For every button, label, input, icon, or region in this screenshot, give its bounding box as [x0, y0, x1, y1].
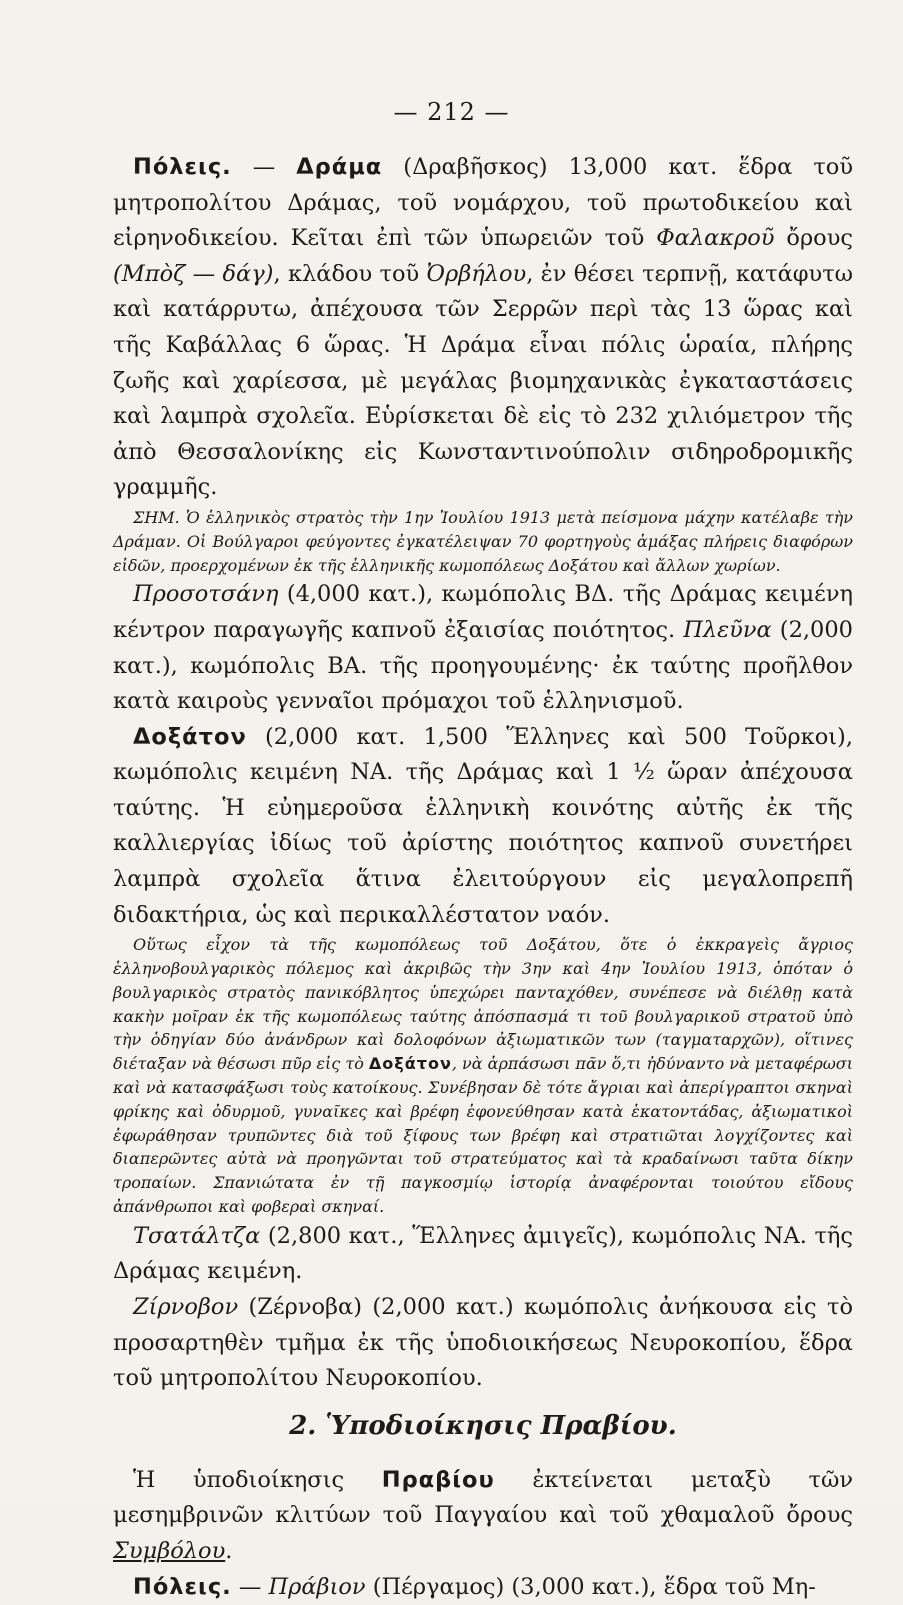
paragraph-tsataltza: Τσατάλτζα (2,800 κατ., Ἕλληνες ἀμιγεῖς), κωμόπολις ΝΑ. τῆς Δράμας κειμένη.: [113, 1222, 853, 1285]
paragraph-zirnovon: Ζίρνοβον (Ζέρνοβα) (2,000 κατ.) κωμόπολις ἀνήκουσα εἰς τὸ προσαρτηθὲν τμῆμα ἐκ τῆς ὑποδιοικήσεως Νευροκοπίου, ἕδρα τοῦ μητροπολίτου Νευροκοπίου.: [113, 1294, 853, 1392]
place-name: Προσοτσάνη: [133, 581, 279, 608]
place-name: Πράβιον: [268, 1573, 366, 1600]
place-name: Πλεῦνα: [683, 616, 772, 643]
note-drama: ΣΗΜ. Ὁ ἑλληνικὸς στρατὸς τὴν 1ην Ἰουλίου 1913 μετὰ πείσμονα μάχην κατέλαβε τὴν Δράμαν. Οἱ Βούλγαροι φεύγοντες ἐγκατέλειψαν 70 φορτηγοὺς ἁμάξας πλήρεις διαφόρων εἰδῶν, προερχομένων ἐκ τῆς ἑλληνικῆς κωμοπόλεως Δοξάτου καὶ ἄλλων χωρίων.: [113, 507, 853, 575]
section-lead: Πόλεις.: [133, 154, 232, 180]
paragraph-pravion: Πόλεις. — Πράβιον (Πέργαμος) (3,000 κατ.), ἕδρα τοῦ Μη-: [133, 1573, 816, 1600]
place-name: Δοξάτον: [133, 723, 247, 750]
paragraph-prosotsani: Προσοτσάνη (4,000 κατ.), κωμόπολις ΒΔ. τῆς Δράμας κειμένη κέντρον παραγωγῆς καπνοῦ ἐξαισίας ποιότητος. Πλεῦνα (2,000 κατ.), κωμόπολις ΒΑ. τῆς προηγουμένης· ἐκ ταύτης προῆλθον κατὰ καιροὺς γενναῖοι πρόμαχοι τοῦ ἑλληνισμοῦ.: [113, 581, 853, 715]
page-body: [113, 150, 853, 1605]
note-doxaton: Οὕτως εἶχον τὰ τῆς κωμοπόλεως τοῦ Δοξάτου, ὅτε ὁ ἐκκραγεὶς ἄγριος ἑλληνοβουλγαρικὸς πόλεμος καὶ ἀκριβῶς τὴν 3ην καὶ 4ην Ἰουλίου 1913, ὁπόταν ὁ βουλγαρικὸς στρατὸς πανικόβλητος ὑπεχώρει πανταχόθεν, συνέπεσε νὰ διέλθῃ κατὰ κακὴν μοῖραν ἐκ τῆς κωμοπόλεως ταύτης ἀπόσπασμά τι τοῦ βουλγαρικοῦ στρατοῦ ὑπὸ τὴν ὁδηγίαν δύο ἀνάνδρων καὶ δολοφόνων ἀξιωματικῶν των (ταγματαρχῶν), οἵτινες διέταξαν νὰ θέσωσι πῦρ εἰς τὸ Δοξάτον, νὰ ἁρπάσωσι πᾶν ὅ,τι ἠδύναντο νὰ μεταφέρωσι καὶ νὰ κατασφάξωσι τοὺς κατοίκους. Συνέβησαν δὲ τότε ἄγριαι καὶ ἀπερίγραπτοι σκηναὶ φρίκης καὶ ὀδυρμοῦ, γυναῖκες καὶ βρέφη ἐφονεύθησαν κατὰ ἑκατοντάδας, ἀξιωματικοὶ ἐφωράθησαν τρυπῶντες διὰ τοῦ ξίφους των βρέφη καὶ στρατιῶται λογχίζοντες καὶ διαπερῶντες αὐτὰ νὰ προηγῶνται τοῦ στρατεύματος καὶ τὰ κραδαίνωσι ταῦτα δίκην τροπαίων. Σπανιώτατα ἐν τῇ παγκοσμίῳ ἱστορίᾳ ἀναφέρονται τοιούτου εἴδους ἀπάνθρωποι καὶ φοβεραὶ σκηναί.: [113, 935, 853, 1217]
page-number: — 212 —: [393, 98, 510, 126]
place-name: Δράμα: [296, 154, 383, 180]
section-heading: 2. Ὑποδιοίκησις Πραβίου.: [289, 1410, 677, 1441]
paragraph-drama: Πόλεις. — Δράμα (Δραβῆσκος) 13,000 κατ. ἕδρα τοῦ μητροπολίτου Δράμας, τοῦ νομάρχου, τοῦ πρωτοδικείου καὶ εἰρηνοδικείου. Κεῖται ἐπὶ τῶν ὑπωρειῶν τοῦ Φαλακροῦ ὄρους (Μπὸζ — δάγ), κλάδου τοῦ Ὀρβήλου, ἐν θέσει τερπνῇ, κατάφυτω καὶ κατάρρυτω, ἀπέχουσα τῶν Σερρῶν περὶ τὰς 13 ὥρας καὶ τῆς Καβάλλας 6 ὥρας. Ἡ Δράμα εἶναι πόλις ὡραία, πλήρης ζωῆς καὶ χαρίεσσα, μὲ μεγάλας βιομηχανικὰς ἐγκαταστάσεις καὶ λαμπρὰ σχολεῖα. Εὑρίσκεται δὲ εἰς τὸ 232 χιλιόμετρον τῆς ἀπὸ Θεσσαλονίκης εἰς Κωνσταντινούπολιν σιδηροδρομικῆς γραμμῆς.: [113, 154, 853, 501]
place-name: Τσατάλτζα: [133, 1222, 261, 1249]
paragraph-pravion-intro: Ἡ ὑποδιοίκησις Πραβίου ἐκτείνεται μεταξὺ τῶν μεσημβρινῶν κλιτύων τοῦ Παγγαίου καὶ τοῦ χθαμαλοῦ ὄρους Συμβόλου.: [113, 1466, 854, 1564]
place-name: Ζίρνοβον: [133, 1294, 239, 1321]
section-lead: Πόλεις.: [133, 1573, 232, 1600]
paragraph-doxaton: Δοξάτον (2,000 κατ. 1,500 Ἕλληνες καὶ 500 Τοῦρκοι), κωμόπολις κειμένη ΝΑ. τῆς Δράμας καὶ 1 ½ ὥραν ἀπέχουσα ταύτης. Ἡ εὐημεροῦσα ἑλληνικὴ κοινότης αὐτῆς ἐκ τῆς καλλιεργίας ἰδίως τοῦ ἀρίστης ποιότητος καπνοῦ συνετήρει λαμπρὰ σχολεῖα ἅτινα ἐλειτούργουν εἰς μεγαλοπρεπῆ διδακτήρια, ὡς καὶ περικαλλέστατον ναόν.: [113, 723, 853, 928]
